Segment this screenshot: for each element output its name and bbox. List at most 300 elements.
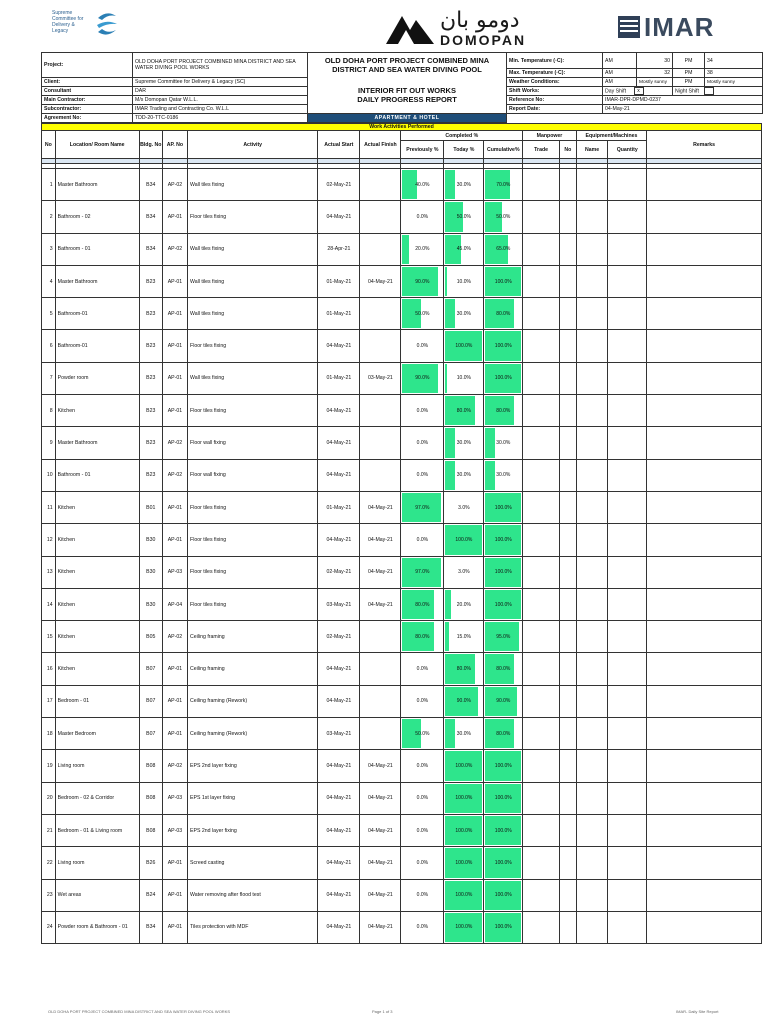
row-activity: Ceiling framing [188, 653, 318, 685]
row-today [444, 911, 484, 943]
col-trade: Trade [523, 141, 560, 159]
col-completed: Completed % [401, 131, 523, 141]
title-line-3: INTERIOR FIT OUT WORKS [358, 86, 456, 96]
row-previously [401, 718, 444, 750]
row-actual-start: 04-May-21 [318, 395, 360, 427]
row-equipment-name [576, 491, 608, 523]
row-manpower-no [559, 362, 576, 394]
row-bldg: B34 [139, 911, 162, 943]
row-equipment-name [576, 879, 608, 911]
work-activities-table [41, 123, 762, 944]
row-equipment-name [576, 201, 608, 233]
row-previously-value: 0.0% [416, 698, 429, 705]
row-today-value: 30.0% [456, 472, 471, 479]
row-today-bar [445, 428, 455, 457]
row-remarks [647, 653, 762, 685]
table-row [42, 395, 762, 427]
report-title-bottom [308, 78, 507, 114]
row-previously-value: 50.0% [415, 310, 430, 317]
shift-works-label: Shift Works: [507, 87, 603, 96]
row-bldg: B24 [139, 879, 162, 911]
row-cumulative [484, 330, 523, 362]
title-line-4: DAILY PROGRESS REPORT [357, 95, 457, 105]
row-ap: AP-01 [162, 362, 187, 394]
row-activity: EPS 2nd layer fixing [188, 750, 318, 782]
row-cumulative-value: 100.0% [494, 762, 512, 769]
row-location: Wet areas [55, 879, 139, 911]
row-location: Kitchen [55, 653, 139, 685]
row-equipment-name [576, 459, 608, 491]
row-ap: AP-02 [162, 459, 187, 491]
row-remarks [647, 395, 762, 427]
report-title-top [308, 53, 507, 78]
footer-page-number: Page 1 of 3 [372, 1009, 393, 1014]
row-ap: AP-01 [162, 201, 187, 233]
row-actual-finish [360, 685, 401, 717]
row-today [444, 588, 484, 620]
row-equipment-quantity [608, 750, 647, 782]
row-ap: AP-01 [162, 491, 187, 523]
row-equipment-name [576, 621, 608, 653]
row-today-value: 15.0% [456, 633, 471, 640]
row-actual-start: 04-May-21 [318, 750, 360, 782]
row-location: Master Bathroom [55, 427, 139, 459]
row-no: 8 [42, 395, 56, 427]
row-actual-start: 04-May-21 [318, 814, 360, 846]
row-today [444, 750, 484, 782]
row-cumulative [484, 879, 523, 911]
domopan-logo [386, 8, 527, 48]
row-ap: AP-01 [162, 685, 187, 717]
row-equipment-quantity [608, 427, 647, 459]
report-date-label: Report Date: [507, 105, 603, 114]
max-temp-pm-label: PM [673, 69, 705, 78]
row-previously-value: 97.0% [415, 569, 430, 576]
row-previously [401, 621, 444, 653]
row-activity: EPS 2nd layer fixing [188, 814, 318, 846]
row-previously [401, 233, 444, 265]
row-previously-bar [402, 235, 408, 264]
row-remarks [647, 524, 762, 556]
row-location: Powder room [55, 362, 139, 394]
title-line-2: DISTRICT AND SEA WATER DIVING POOL [332, 65, 482, 75]
row-remarks [647, 782, 762, 814]
night-shift-checkbox[interactable] [704, 87, 714, 95]
row-no: 13 [42, 556, 56, 588]
row-today-value: 20.0% [456, 601, 471, 608]
row-activity: Wall tiles fixing [188, 362, 318, 394]
row-actual-start: 04-May-21 [318, 782, 360, 814]
row-today [444, 491, 484, 523]
row-actual-finish: 04-May-21 [360, 879, 401, 911]
row-actual-finish [360, 201, 401, 233]
row-actual-start: 01-May-21 [318, 491, 360, 523]
row-actual-start: 01-May-21 [318, 265, 360, 297]
row-today-bar [445, 364, 447, 393]
col-equipment: Equipment/Machines [576, 131, 646, 141]
row-today-value: 100.0% [455, 892, 473, 899]
max-temp-label: Max. Temperature (◦C): [507, 69, 603, 78]
row-actual-finish: 04-May-21 [360, 847, 401, 879]
supreme-committee-logo [52, 10, 122, 40]
row-today-bar [445, 590, 451, 619]
row-manpower-no [559, 491, 576, 523]
row-location: Bedroom - 01 [55, 685, 139, 717]
row-previously [401, 847, 444, 879]
row-ap: AP-02 [162, 233, 187, 265]
row-no: 9 [42, 427, 56, 459]
table-row [42, 621, 762, 653]
row-bldg: B08 [139, 750, 162, 782]
row-today-bar [445, 719, 455, 748]
row-today [444, 879, 484, 911]
row-ap: AP-01 [162, 718, 187, 750]
col-manpower: Manpower [523, 131, 577, 141]
row-manpower-no [559, 911, 576, 943]
row-today [444, 169, 484, 201]
subcontractor-value: IMAR Trading and Contracting Co. W.L.L [133, 105, 308, 114]
row-manpower-no [559, 201, 576, 233]
row-previously-value: 0.0% [416, 536, 429, 543]
col-previously: Previously % [401, 141, 444, 159]
row-today-value: 100.0% [455, 924, 473, 931]
row-equipment-name [576, 556, 608, 588]
row-today [444, 362, 484, 394]
row-activity: Wall tiles fixing [188, 298, 318, 330]
row-manpower-no [559, 233, 576, 265]
row-today-value: 80.0% [456, 407, 471, 414]
row-trade [523, 265, 560, 297]
row-equipment-quantity [608, 782, 647, 814]
row-location: Powder room & Bathroom - 01 [55, 911, 139, 943]
col-remarks: Remarks [647, 131, 762, 159]
table-row [42, 265, 762, 297]
row-cumulative-value: 100.0% [494, 343, 512, 350]
row-today-value: 3.0% [458, 504, 470, 511]
row-manpower-no [559, 621, 576, 653]
col-actual-finish: Actual Finish [360, 131, 401, 159]
row-activity: Floor wall fixing [188, 427, 318, 459]
row-actual-finish: 04-May-21 [360, 814, 401, 846]
row-cumulative-value: 80.0% [496, 666, 511, 673]
row-bldg: B07 [139, 653, 162, 685]
row-previously-value: 0.0% [416, 859, 429, 866]
row-today-value: 3.0% [458, 569, 470, 576]
row-no: 21 [42, 814, 56, 846]
domopan-arabic-text: دومو بان [440, 8, 520, 33]
row-today [444, 814, 484, 846]
row-activity: Floor tiles fixing [188, 524, 318, 556]
row-previously [401, 362, 444, 394]
row-trade [523, 653, 560, 685]
row-cumulative [484, 847, 523, 879]
row-equipment-quantity [608, 233, 647, 265]
row-previously [401, 330, 444, 362]
table-row [42, 330, 762, 362]
row-actual-finish: 04-May-21 [360, 750, 401, 782]
row-trade [523, 362, 560, 394]
row-today-value: 80.0% [456, 666, 471, 673]
row-cumulative-value: 90.0% [496, 698, 511, 705]
row-actual-start: 01-May-21 [318, 298, 360, 330]
section-bar-apartment-hotel: APARTMENT & HOTEL [308, 114, 507, 123]
row-actual-start: 02-May-21 [318, 169, 360, 201]
row-location: Kitchen [55, 491, 139, 523]
row-manpower-no [559, 556, 576, 588]
row-cumulative-value: 100.0% [494, 601, 512, 608]
footer-report-name: IMAR- Daily Site Report [676, 1009, 719, 1014]
row-actual-start: 04-May-21 [318, 524, 360, 556]
row-cumulative [484, 588, 523, 620]
min-temp-pm-value: 34 [705, 53, 763, 69]
row-previously [401, 201, 444, 233]
row-previously [401, 685, 444, 717]
row-cumulative [484, 685, 523, 717]
row-bldg: B30 [139, 524, 162, 556]
col-manpower-no: No [559, 141, 576, 159]
row-equipment-quantity [608, 169, 647, 201]
row-remarks [647, 588, 762, 620]
row-manpower-no [559, 750, 576, 782]
row-trade [523, 556, 560, 588]
row-actual-start: 28-Apr-21 [318, 233, 360, 265]
row-remarks [647, 362, 762, 394]
consultant-label: Consultant [42, 87, 133, 96]
row-cumulative-value: 100.0% [494, 569, 512, 576]
table-row [42, 524, 762, 556]
row-equipment-quantity [608, 395, 647, 427]
row-cumulative-value: 100.0% [494, 375, 512, 382]
row-no: 17 [42, 685, 56, 717]
weather-am-value: Mostly sunny [637, 78, 673, 87]
row-no: 7 [42, 362, 56, 394]
row-previously [401, 298, 444, 330]
reference-label: Reference No: [507, 96, 603, 105]
row-today [444, 653, 484, 685]
row-equipment-name [576, 298, 608, 330]
row-trade [523, 814, 560, 846]
work-activities-title: Work Activities Performed [42, 124, 762, 131]
row-previously-value: 40.0% [415, 181, 430, 188]
row-cumulative [484, 814, 523, 846]
day-shift-checkbox[interactable]: x [634, 87, 644, 95]
row-ap: AP-01 [162, 879, 187, 911]
row-today-value: 45.0% [456, 246, 471, 253]
row-manpower-no [559, 718, 576, 750]
row-remarks [647, 685, 762, 717]
row-manpower-no [559, 879, 576, 911]
row-previously [401, 524, 444, 556]
row-cumulative [484, 491, 523, 523]
row-equipment-quantity [608, 201, 647, 233]
row-actual-start: 04-May-21 [318, 685, 360, 717]
row-trade [523, 459, 560, 491]
row-previously-value: 0.0% [416, 924, 429, 931]
row-ap: AP-03 [162, 814, 187, 846]
day-shift-cell [603, 87, 673, 96]
row-equipment-quantity [608, 298, 647, 330]
row-bldg: B23 [139, 265, 162, 297]
reference-value: IMAR-DPR-DPMD-0237 [603, 96, 763, 105]
row-bldg: B34 [139, 169, 162, 201]
row-cumulative [484, 911, 523, 943]
row-manpower-no [559, 782, 576, 814]
row-previously-value: 0.0% [416, 472, 429, 479]
row-remarks [647, 847, 762, 879]
night-shift-cell [673, 87, 763, 96]
table-row [42, 298, 762, 330]
row-actual-finish [360, 395, 401, 427]
row-equipment-quantity [608, 718, 647, 750]
row-actual-start: 04-May-21 [318, 459, 360, 491]
col-bldg: Bldg. No [139, 131, 162, 159]
row-no: 5 [42, 298, 56, 330]
row-no: 3 [42, 233, 56, 265]
agreement-value: TDD-20-TTC-0186 [133, 114, 308, 123]
row-previously [401, 750, 444, 782]
footer-project: OLD DOHA PORT PROJECT COMBINED MINA DISTRICT AND SEA WATER DIVING POOL WORKS [48, 1009, 231, 1014]
row-location: Bathroom-01 [55, 330, 139, 362]
row-previously [401, 427, 444, 459]
row-equipment-quantity [608, 524, 647, 556]
row-cumulative-bar [485, 461, 494, 490]
agreement-label: Agreement No: [42, 114, 133, 123]
row-today-value: 100.0% [455, 536, 473, 543]
min-temp-label: Min. Temperature (◦C): [507, 53, 603, 69]
row-previously [401, 653, 444, 685]
row-equipment-quantity [608, 556, 647, 588]
row-manpower-no [559, 814, 576, 846]
min-temp-am-value: 30 [637, 53, 673, 69]
row-today [444, 265, 484, 297]
row-no: 22 [42, 847, 56, 879]
project-value: OLD DOHA PORT PROJECT COMBINED MINA DISTRICT AND SEA WATER DIVING POOL WORKS [133, 53, 308, 78]
row-bldg: B23 [139, 298, 162, 330]
subcontractor-label: Subcontractor: [42, 105, 133, 114]
row-actual-finish: 04-May-21 [360, 911, 401, 943]
row-previously-value: 90.0% [415, 278, 430, 285]
weather-label: Weather Conditions: [507, 78, 603, 87]
row-previously-value: 97.0% [415, 504, 430, 511]
table-row [42, 879, 762, 911]
row-previously-value: 90.0% [415, 375, 430, 382]
min-temp-am-label: AM [603, 53, 637, 69]
row-equipment-name [576, 330, 608, 362]
row-today [444, 556, 484, 588]
row-no: 24 [42, 911, 56, 943]
row-trade [523, 233, 560, 265]
row-actual-start: 02-May-21 [318, 621, 360, 653]
row-previously [401, 491, 444, 523]
row-today-value: 30.0% [456, 181, 471, 188]
table-row [42, 588, 762, 620]
row-bldg: B23 [139, 330, 162, 362]
row-actual-finish [360, 233, 401, 265]
row-location: Bathroom-01 [55, 298, 139, 330]
row-equipment-name [576, 782, 608, 814]
row-equipment-quantity [608, 814, 647, 846]
col-ap: AP. No [162, 131, 187, 159]
row-remarks [647, 556, 762, 588]
table-row [42, 782, 762, 814]
row-bldg: B23 [139, 427, 162, 459]
row-cumulative [484, 621, 523, 653]
row-today-bar [445, 622, 449, 651]
table-row [42, 685, 762, 717]
row-previously [401, 395, 444, 427]
row-activity: Floor tiles fixing [188, 588, 318, 620]
row-cumulative-value: 100.0% [494, 924, 512, 931]
row-cumulative [484, 169, 523, 201]
row-remarks [647, 911, 762, 943]
row-cumulative-value: 95.0% [496, 633, 511, 640]
row-no: 12 [42, 524, 56, 556]
daily-progress-report-sheet [41, 52, 762, 944]
row-remarks [647, 201, 762, 233]
row-actual-finish: 04-May-21 [360, 782, 401, 814]
row-cumulative-value: 100.0% [494, 278, 512, 285]
row-actual-finish [360, 427, 401, 459]
row-manpower-no [559, 427, 576, 459]
row-previously [401, 588, 444, 620]
row-equipment-quantity [608, 847, 647, 879]
table-row [42, 911, 762, 943]
row-previously-value: 0.0% [416, 343, 429, 350]
row-location: Kitchen [55, 621, 139, 653]
row-remarks [647, 879, 762, 911]
row-equipment-name [576, 750, 608, 782]
row-today-bar [445, 267, 447, 296]
row-manpower-no [559, 330, 576, 362]
row-cumulative [484, 556, 523, 588]
row-today [444, 201, 484, 233]
col-equipment-quantity: Quantity [608, 141, 647, 159]
table-row [42, 233, 762, 265]
row-equipment-quantity [608, 653, 647, 685]
row-cumulative-bar [485, 428, 494, 457]
row-equipment-quantity [608, 911, 647, 943]
row-actual-start: 01-May-21 [318, 362, 360, 394]
row-previously-value: 80.0% [415, 601, 430, 608]
row-equipment-name [576, 653, 608, 685]
row-trade [523, 491, 560, 523]
row-today-value: 30.0% [456, 730, 471, 737]
row-no: 4 [42, 265, 56, 297]
row-no: 1 [42, 169, 56, 201]
row-cumulative [484, 265, 523, 297]
row-ap: AP-01 [162, 524, 187, 556]
row-equipment-name [576, 718, 608, 750]
row-today-value: 100.0% [455, 859, 473, 866]
table-row [42, 201, 762, 233]
row-equipment-name [576, 427, 608, 459]
row-manpower-no [559, 653, 576, 685]
row-previously-value: 0.0% [416, 892, 429, 899]
domopan-mountain-icon [386, 12, 434, 44]
table-row [42, 556, 762, 588]
weather-am-label: AM [603, 78, 637, 87]
domopan-latin-text: DOMOPAN [440, 32, 527, 48]
row-activity: Tiles protection with MDF [188, 911, 318, 943]
row-equipment-name [576, 233, 608, 265]
row-cumulative-value: 80.0% [496, 310, 511, 317]
row-cumulative [484, 750, 523, 782]
row-cumulative [484, 298, 523, 330]
row-actual-start: 04-May-21 [318, 847, 360, 879]
row-trade [523, 588, 560, 620]
row-remarks [647, 750, 762, 782]
table-row [42, 491, 762, 523]
